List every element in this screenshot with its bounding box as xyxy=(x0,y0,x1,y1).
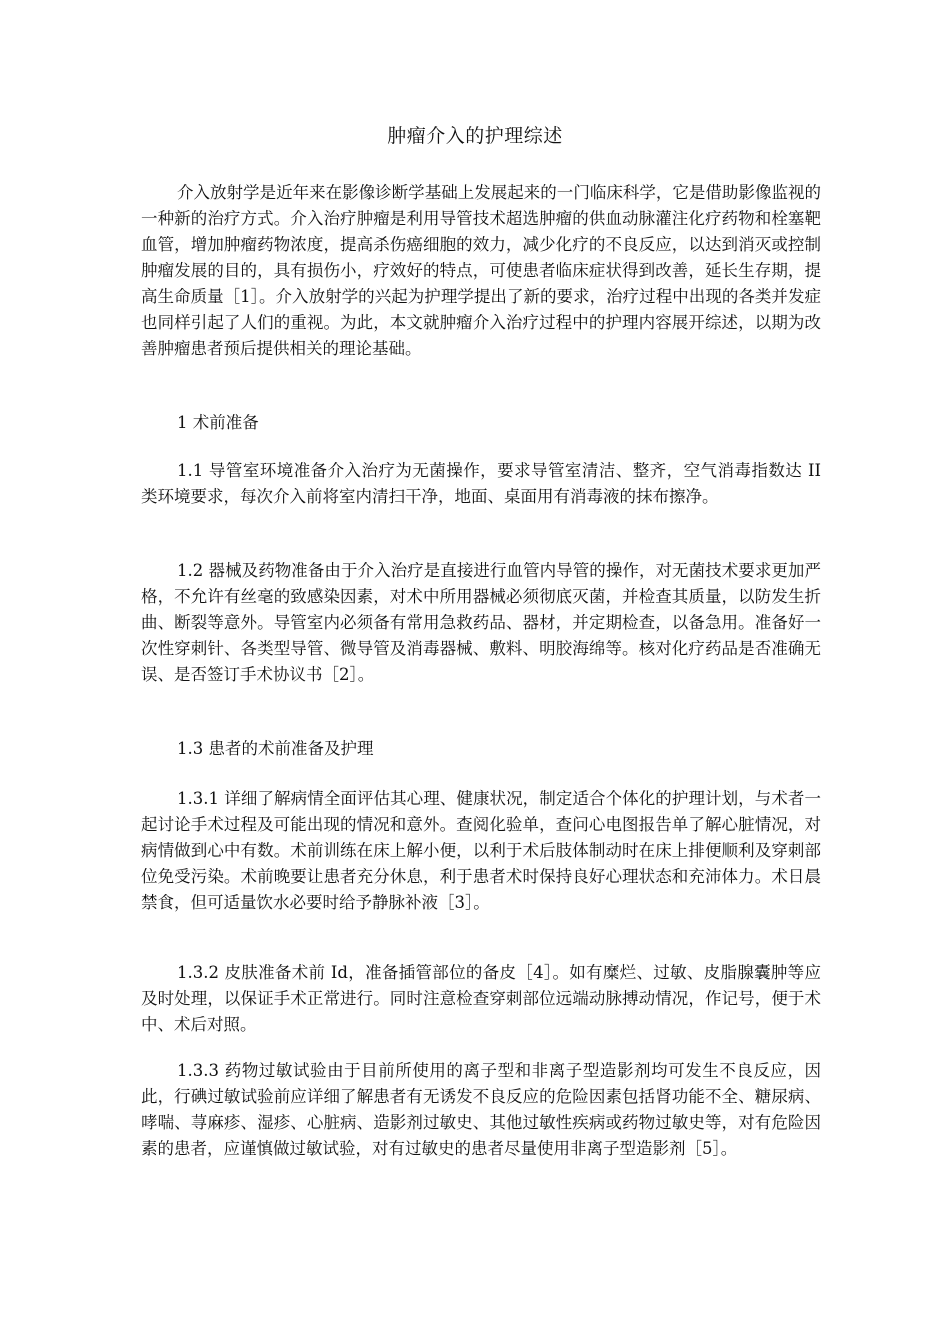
document-title: 肿瘤介入的护理综述 xyxy=(387,125,563,147)
section-1-heading: 1 术前准备 xyxy=(177,413,259,432)
paragraph-1-2: 1.2 器械及药物准备由于介入治疗是直接进行血管内导管的操作，对无菌技术要求更加严格，不允许有丝毫的致感染因素，对术中所用器械必须彻底灭菌，并检查其质量，以防发生折曲、断裂等意外。导管室内必须备有常用急救药品、器材，并定期检查，以备急用。准备好一次性穿刺针、各类型导管、微导管及消毒器械、敷料、明胶海绵等。核对化疗药品是否准确无误、是否签订手术协议书［2］。 xyxy=(141,561,821,684)
paragraph-1-1: 1.1 导管室环境准备介入治疗为无菌操作，要求导管室清洁、整齐，空气消毒指数达 II 类环境要求，每次介入前将室内清扫干净，地面、桌面用有消毒液的抹布擦净。 xyxy=(141,461,821,506)
paragraph-1-3-1: 1.3.1 详细了解病情全面评估其心理、健康状况，制定适合个体化的护理计划，与术者一起讨论手术过程及可能出现的情况和意外。查阅化验单，查问心电图报告单了解心脏情况，对病情做到心中有数。术前训练在床上解小便，以利于术后肢体制动时在床上排便顺利及穿刺部位免受污染。术前晚要让患者充分休息，利于患者术时保持良好心理状态和充沛体力。术日晨禁食，但可适量饮水必要时给予静脉补液［3］。 xyxy=(141,789,821,912)
paragraph-1-3-3: 1.3.3 药物过敏试验由于目前所使用的离子型和非离子型造影剂均可发生不良反应，因此，行碘过敏试验前应详细了解患者有无诱发不良反应的危险因素包括肾功能不全、糖尿病、哮喘、荨麻疹、湿疹、心脏病、造影剂过敏史、其他过敏性疾病或药物过敏史等，对有危险因素的患者，应谨慎做过敏试验，对有过敏史的患者尽量使用非离子型造影剂［5］。 xyxy=(141,1061,821,1158)
section-1-3-heading: 1.3 患者的术前准备及护理 xyxy=(177,739,374,758)
intro-paragraph: 介入放射学是近年来在影像诊断学基础上发展起来的一门临床科学，它是借助影像监视的一种新的治疗方式。介入治疗肿瘤是利用导管技术超选肿瘤的供血动脉灌注化疗药物和栓塞靶血管，增加肿瘤药物浓度，提高杀伤癌细胞的效力，减少化疗的不良反应，以达到消灭或控制肿瘤发展的目的，具有损伤小，疗效好的特点，可使患者临床症状得到改善，延长生存期，提高生命质量［1］。介入放射学的兴起为护理学提出了新的要求，治疗过程中出现的各类并发症也同样引起了人们的重视。为此，本文就肿瘤介入治疗过程中的护理内容展开综述，以期为改善肿瘤患者预后提供相关的理论基础。 xyxy=(141,183,821,358)
paragraph-1-3-2: 1.3.2 皮肤准备术前 Id，准备插管部位的备皮［4］。如有糜烂、过敏、皮脂腺囊肿等应及时处理，以保证手术正常进行。同时注意检查穿刺部位远端动脉搏动情况，作记号，便于术中、术后对照。 xyxy=(141,963,821,1034)
